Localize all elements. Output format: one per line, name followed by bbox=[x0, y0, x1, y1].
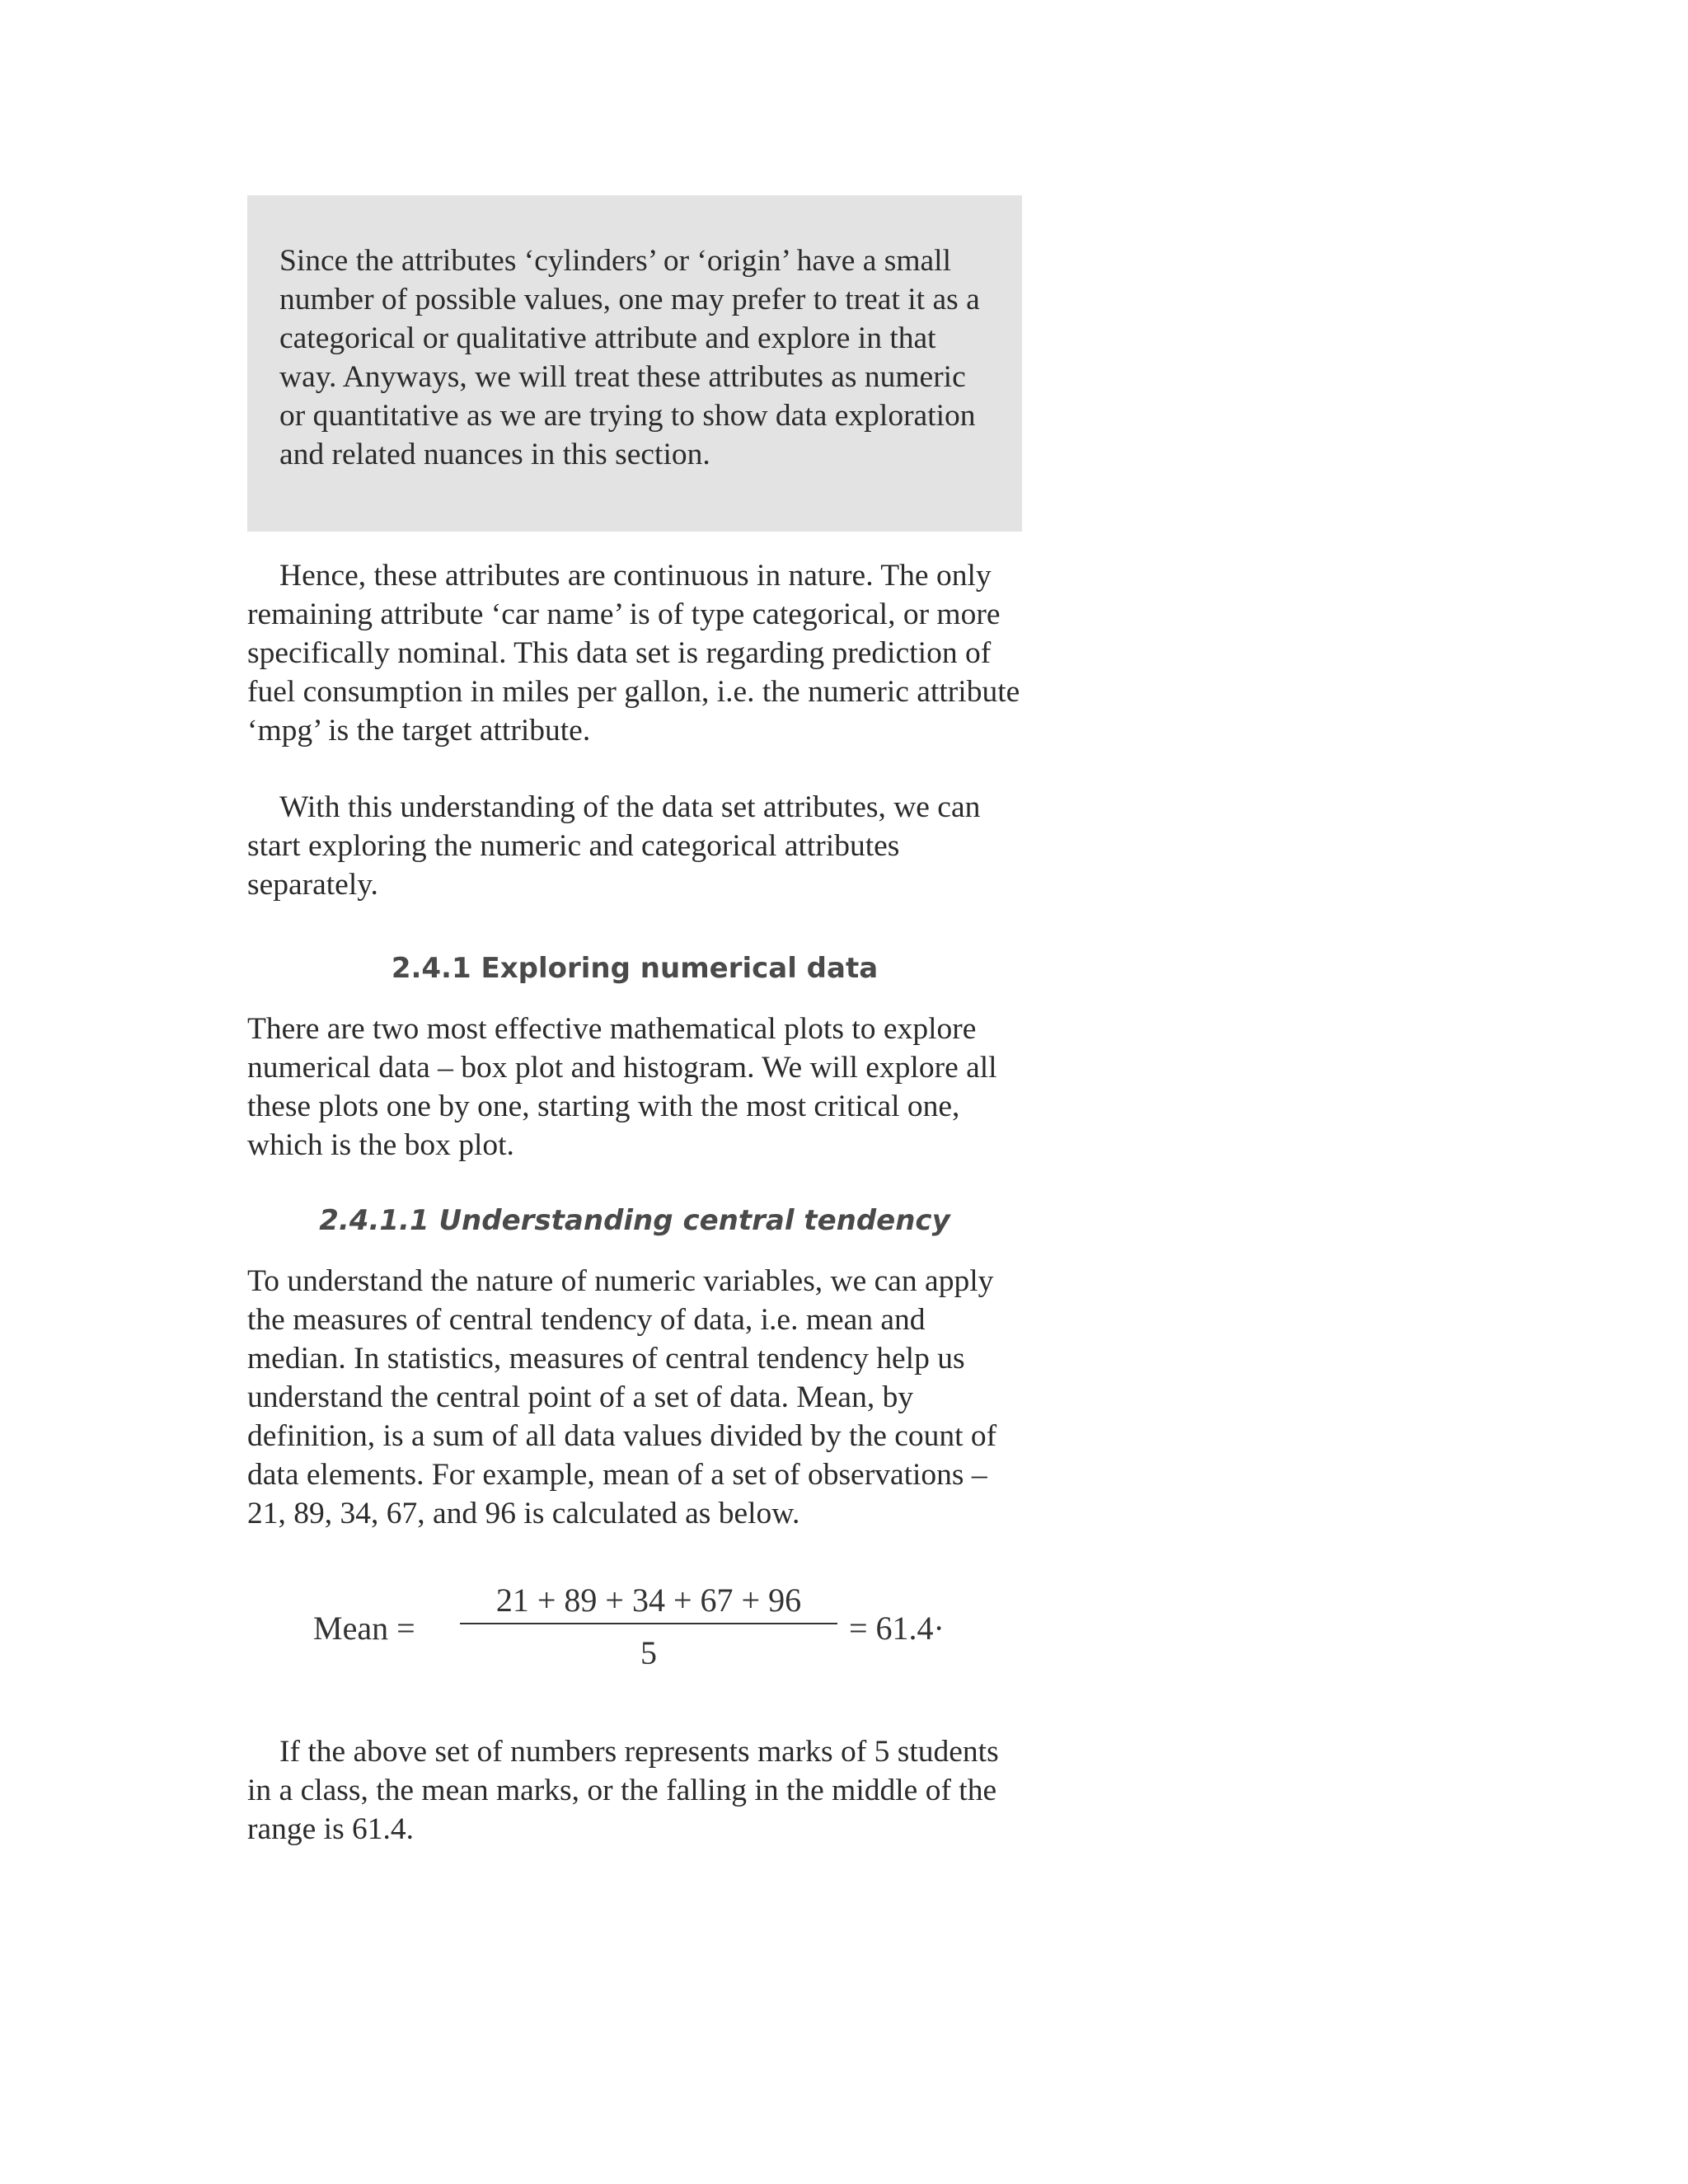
note-text: Since the attributes ‘cylinders’ or ‘origin’ have a small number of possible values, one may prefer to treat it as a categorical or qualitative attribute and explore in that way. Anyways, we will treat these attributes as numeric or quantitative as we are trying to show data exploration and related nuances in this section. bbox=[279, 244, 980, 471]
paragraph-mean-marks: If the above set of numbers represents marks of 5 students in a class, the mean marks, or the falling in the middle of the range is 61.4. bbox=[247, 1735, 999, 1846]
subsection-heading: 2.4.1.1 Understanding central tendency bbox=[319, 1204, 950, 1237]
formula-rhs: = 61.4· bbox=[849, 1610, 945, 1647]
paragraph-central-tendency: To understand the nature of numeric variables, we can apply the measures of central tendency of data, i.e. mean and median. In statistics, measures of central tendency help us understand the central point of a set of data. Mean, by definition, is a sum of all data values divided by the count of data elements. For example, mean of a set of observations – 21, 89, 34, 67, and 96 is calculated as below. bbox=[247, 1264, 997, 1530]
paragraph-exploring-separately: With this understanding of the data set attributes, we can start exploring the numeric and categorical attributes separately. bbox=[247, 790, 981, 902]
formula-denominator: 5 bbox=[640, 1634, 657, 1671]
paragraph-plots-intro: There are two most effective mathematical plots to explore numerical data – box plot and histogram. We will explore all these plots one by one, starting with the most critical one, which is the box plot. bbox=[247, 1012, 997, 1162]
section-heading: 2.4.1 Exploring numerical data bbox=[391, 952, 879, 985]
formula-lhs: Mean = bbox=[313, 1610, 415, 1647]
note-box bbox=[247, 195, 1022, 532]
mean-formula bbox=[247, 1581, 1022, 1686]
page-content bbox=[247, 195, 1022, 1849]
paragraph-continuous-attributes: Hence, these attributes are continuous in nature. The only remaining attribute ‘car name’ is of type categorical, or more specifically nominal. This data set is regarding prediction of fuel consumption in miles per gallon, i.e. the numeric attribute ‘mpg’ is the target attribute. bbox=[247, 559, 1020, 748]
fraction-bar bbox=[460, 1623, 837, 1624]
formula-numerator: 21 + 89 + 34 + 67 + 96 bbox=[495, 1582, 802, 1619]
